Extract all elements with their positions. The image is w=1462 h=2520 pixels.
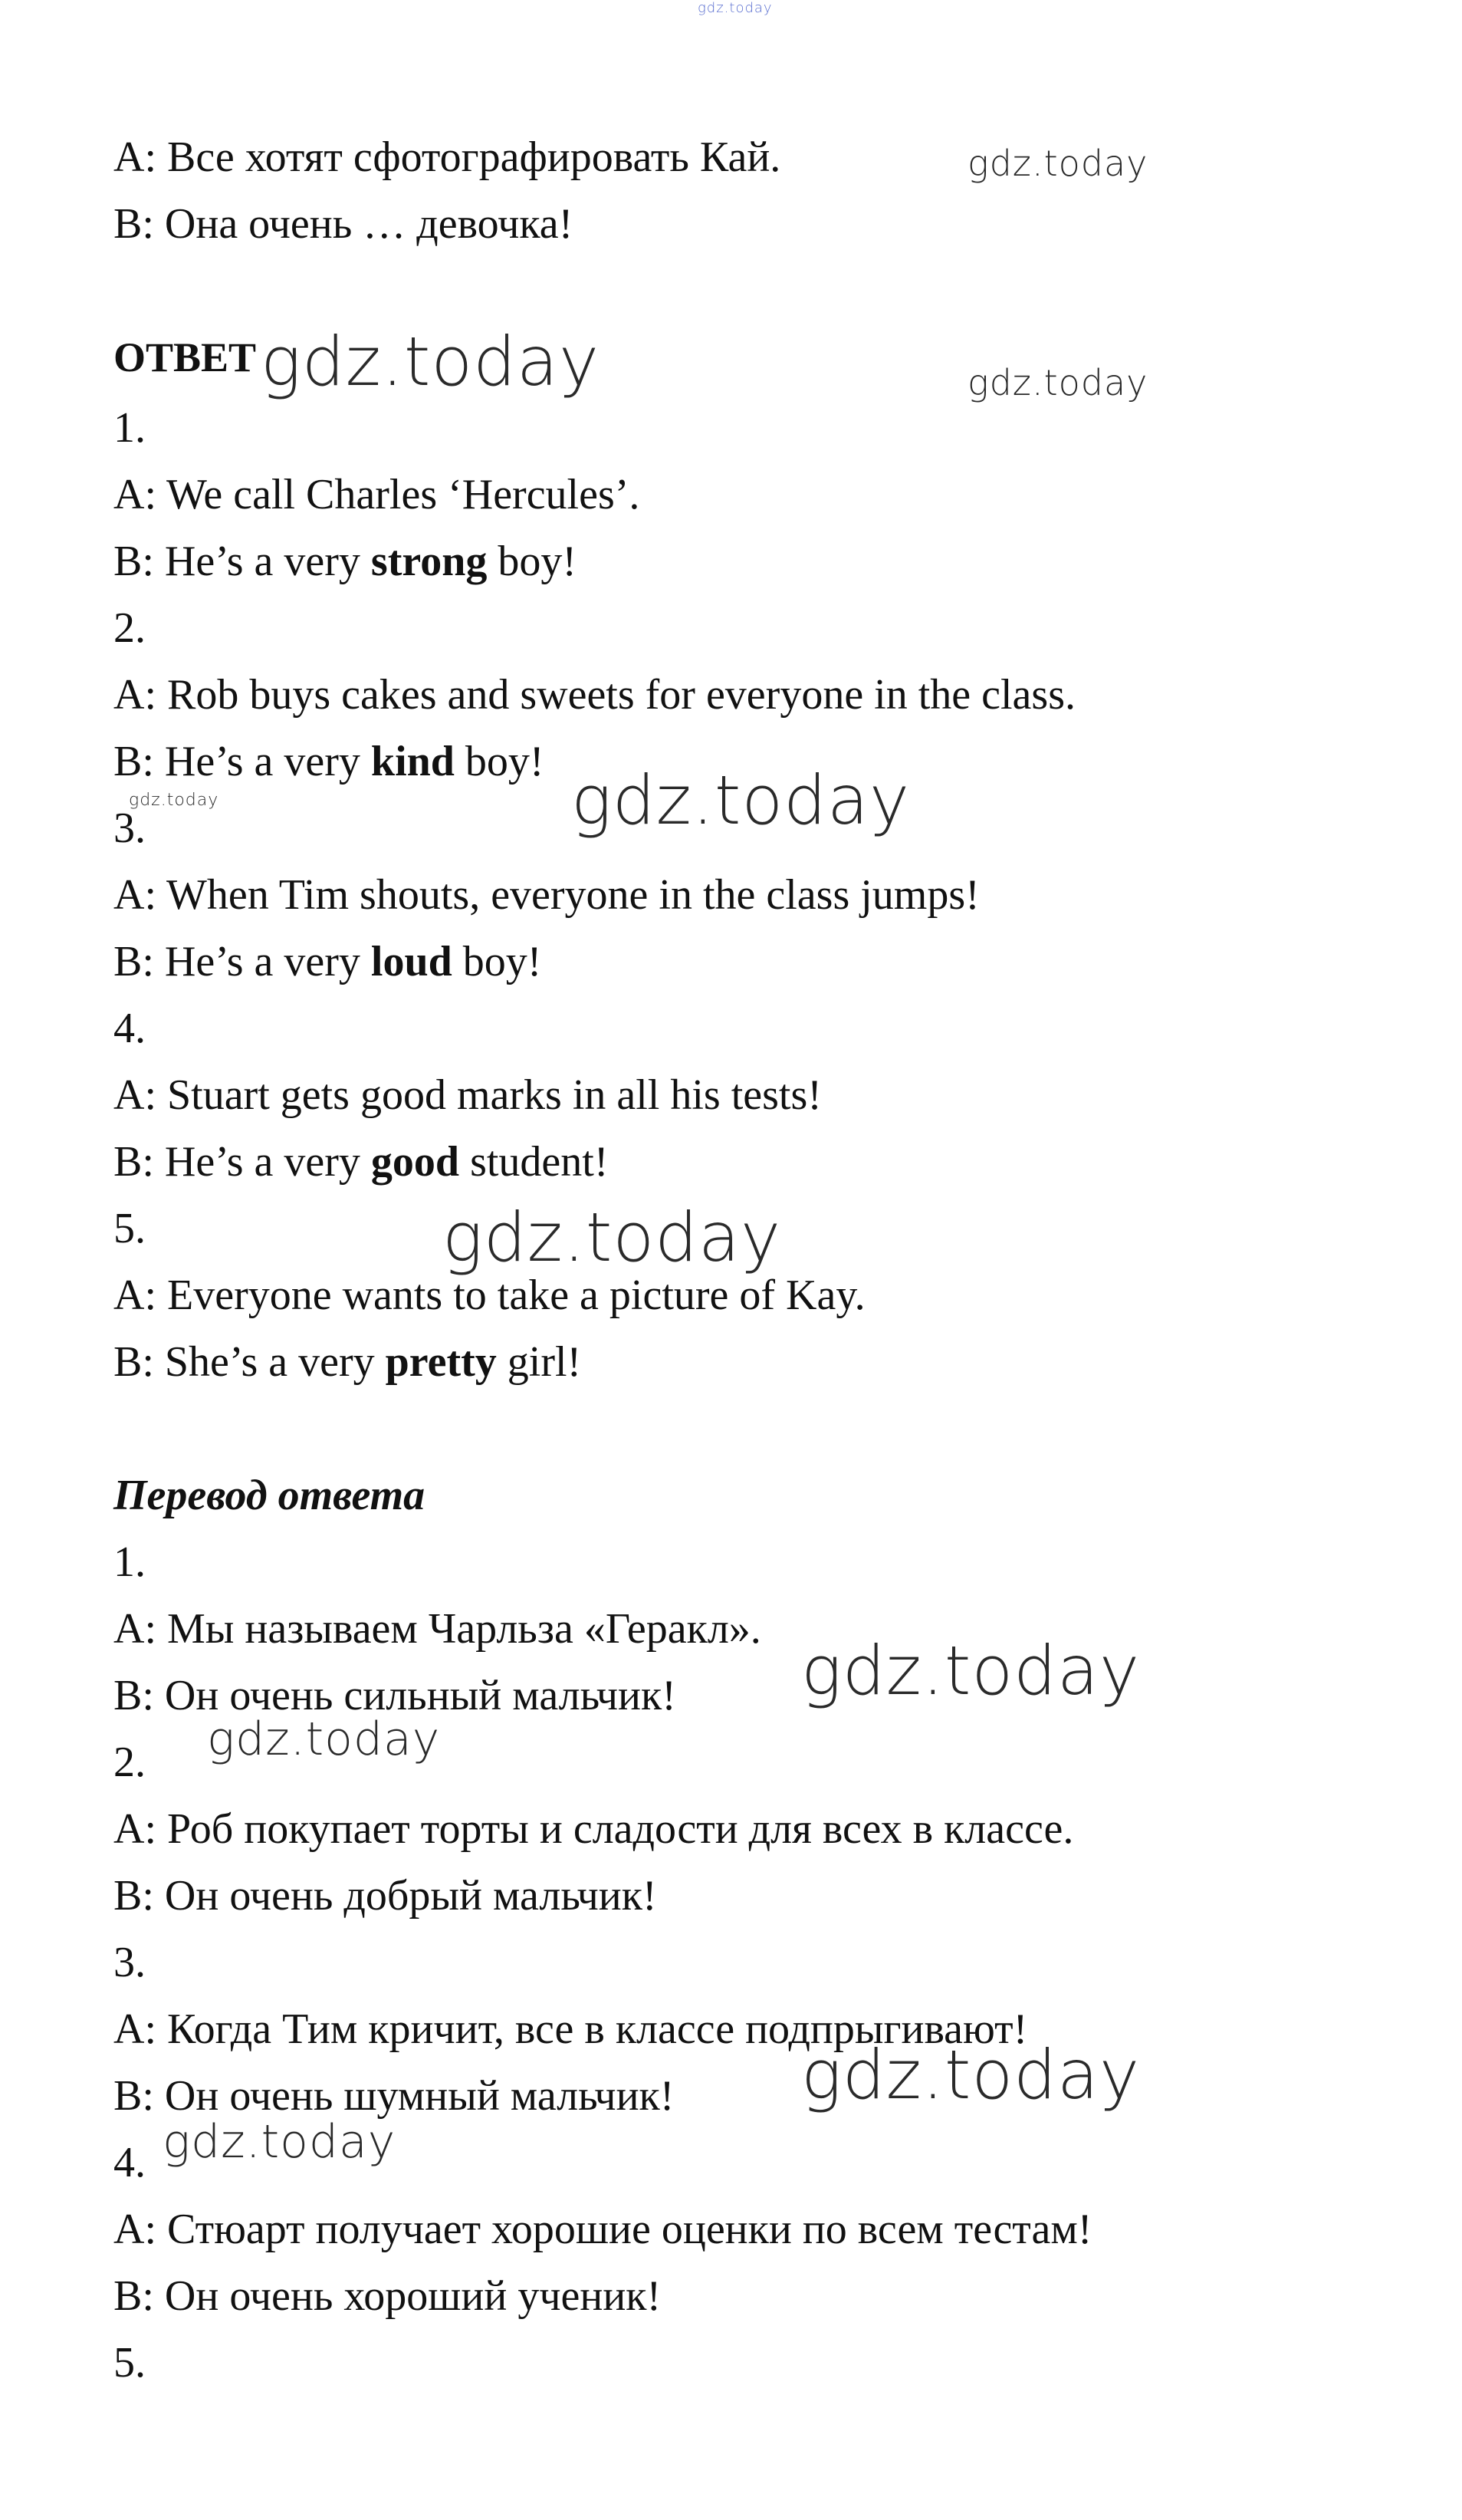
answer-line-b (113, 1138, 609, 1186)
translation-line-b: B: Он очень добрый мальчик! (113, 1872, 657, 1920)
answer-b-suffix: boy! (452, 938, 542, 985)
translation-line-a: A: Когда Тим кричит, все в классе подпрыгивают! (113, 2005, 1028, 2053)
answer-item-number: 3. (113, 804, 146, 852)
intro-line-a: A: Все хотят сфотографировать Кай. (113, 133, 781, 181)
watermark: gdz.today (129, 791, 219, 810)
answer-item-number: 5. (113, 1205, 146, 1252)
translation-item-number: 4. (113, 2139, 146, 2186)
answer-keyword: pretty (385, 1338, 497, 1386)
watermark: gdz.today (801, 2035, 1141, 2114)
translation-line-b: B: Он очень хороший ученик! (113, 2272, 662, 2320)
answer-line-a: A: When Tim shouts, everyone in the class jumps! (113, 871, 980, 919)
watermark: gdz.today (571, 761, 911, 840)
watermark: gdz.today (968, 143, 1148, 184)
watermark: gdz.today (207, 1712, 441, 1766)
answer-b-prefix: B: He’s a very (113, 538, 371, 585)
translation-line-a: A: Мы называем Чарльза «Геракл». (113, 1605, 761, 1653)
translation-item-number: 2. (113, 1739, 146, 1786)
answer-keyword: loud (370, 938, 452, 985)
answer-line-a: A: We call Charles ‘Hercules’. (113, 471, 640, 518)
translation-heading: Перевод ответа (113, 1472, 425, 1519)
answer-b-suffix: student! (459, 1138, 609, 1186)
translation-item-number: 1. (113, 1538, 146, 1586)
answer-keyword: strong (370, 538, 488, 585)
watermark: gdz.today (261, 322, 600, 401)
watermark-top: gdz.today (698, 0, 773, 16)
answer-item-number: 1. (113, 404, 146, 452)
answer-item-number: 2. (113, 604, 146, 652)
answer-b-prefix: B: He’s a very (113, 738, 371, 785)
answer-keyword: good (370, 1138, 460, 1186)
answer-b-prefix: B: He’s a very (113, 938, 371, 985)
translation-line-b: B: Он очень сильный мальчик! (113, 1672, 676, 1719)
answer-heading: ОТВЕТ (113, 334, 257, 380)
answer-line-a: A: Rob buys cakes and sweets for everyone in the class. (113, 671, 1076, 719)
answer-b-prefix: B: She’s a very (113, 1338, 386, 1386)
answer-item-number: 4. (113, 1005, 146, 1052)
translation-line-b: B: Он очень шумный мальчик! (113, 2072, 675, 2120)
watermark: gdz.today (442, 1198, 782, 1277)
answer-b-suffix: girl! (496, 1338, 582, 1386)
translation-line-a: A: Роб покупает торты и сладости для всех в классе. (113, 1805, 1074, 1853)
translation-item-number: 5. (113, 2339, 146, 2387)
answer-line-b (113, 1338, 582, 1386)
answer-b-prefix: B: He’s a very (113, 1138, 371, 1186)
watermark: gdz.today (968, 362, 1148, 403)
answer-b-suffix: boy! (487, 538, 577, 585)
watermark: gdz.today (163, 2115, 396, 2169)
answer-line-b (113, 940, 541, 983)
answer-line-b (113, 540, 577, 583)
translation-line-a: A: Стюарт получает хорошие оценки по всем тестам! (113, 2206, 1092, 2253)
answer-keyword: kind (370, 738, 455, 785)
intro-line-b: B: Она очень … девочка! (113, 200, 573, 248)
answer-b-suffix: boy! (454, 738, 544, 785)
translation-item-number: 3. (113, 1939, 146, 1986)
answer-line-b (113, 740, 544, 783)
answer-line-a: A: Everyone wants to take a picture of Kay. (113, 1272, 866, 1319)
watermark: gdz.today (801, 1631, 1141, 1710)
answer-line-a: A: Stuart gets good marks in all his tests! (113, 1071, 822, 1119)
